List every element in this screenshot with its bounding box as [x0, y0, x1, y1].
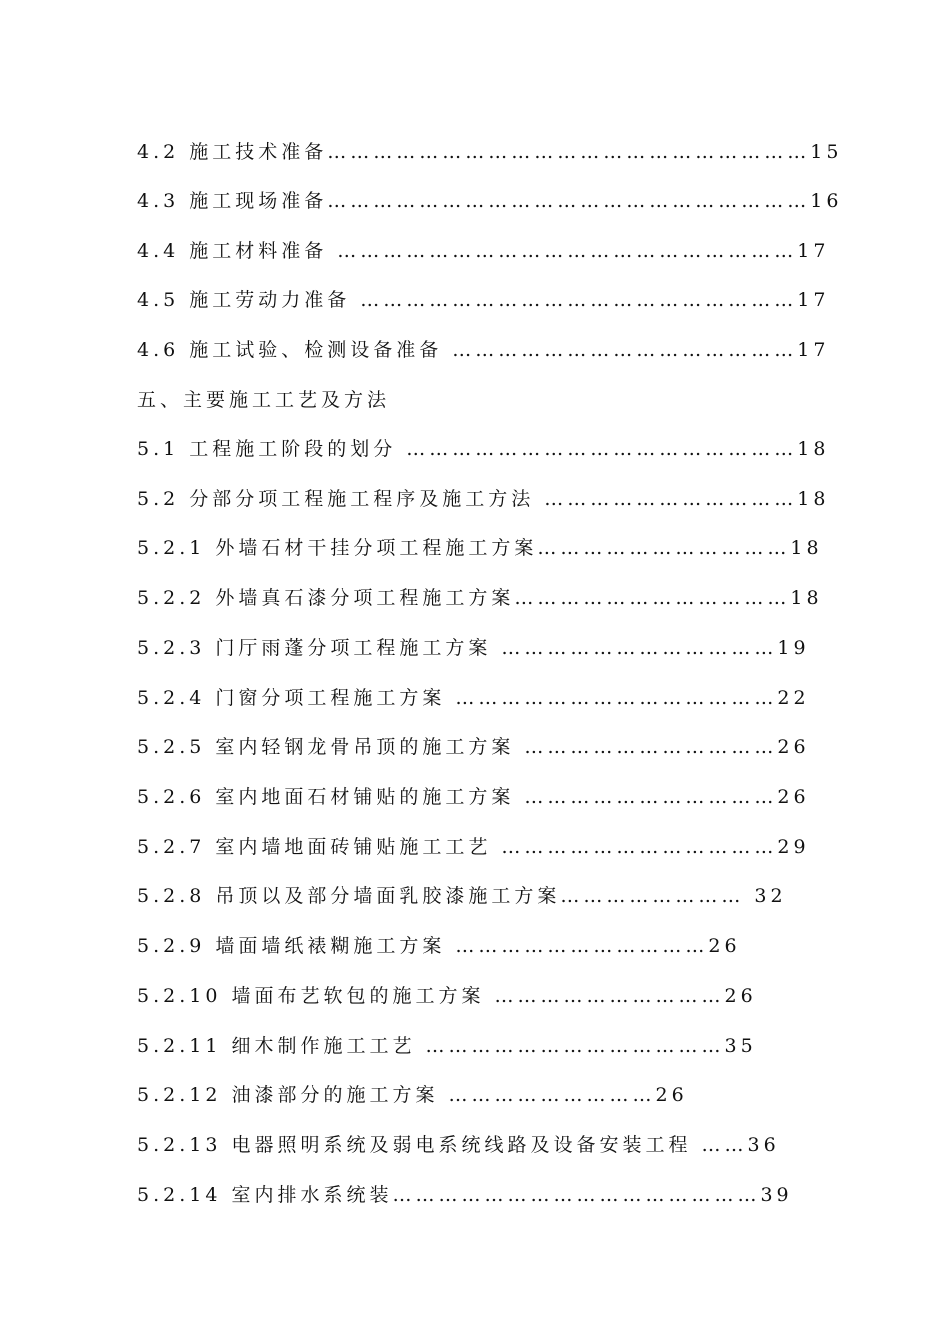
toc-entry-5-2-8[interactable]: 5.2.8 吊顶以及部分墙面乳胶漆施工方案…………………… 32 — [137, 885, 787, 907]
toc-entry-5-2-3[interactable]: 5.2.3 门厅雨蓬分项工程施工方案 ………………………………19 — [137, 637, 810, 659]
toc-entry-5-2-10[interactable]: 5.2.10 墙面布艺软包的施工方案 …………………………26 — [137, 985, 757, 1007]
toc-entry-4-2[interactable]: 4.2 施工技术准备………………………………………………………15 — [137, 141, 843, 163]
toc-entry-5-2-4[interactable]: 5.2.4 门窗分项工程施工方案 ……………………………………22 — [137, 687, 810, 709]
toc-entry-5-2-6[interactable]: 5.2.6 室内地面石材铺贴的施工方案 ……………………………26 — [137, 786, 810, 808]
toc-entry-5-2-1[interactable]: 5.2.1 外墙石材干挂分项工程施工方案……………………………18 — [137, 537, 823, 559]
toc-entry-5-2-2[interactable]: 5.2.2 外墙真石漆分项工程施工方案………………………………18 — [137, 587, 823, 609]
toc-entry-5-2-11[interactable]: 5.2.11 细木制作施工工艺 …………………………………35 — [137, 1035, 757, 1057]
toc-entry-5-2-12[interactable]: 5.2.12 油漆部分的施工方案 ………………………26 — [137, 1084, 688, 1106]
toc-entry-5-2-13[interactable]: 5.2.13 电器照明系统及弱电系统线路及设备安装工程 ……36 — [137, 1134, 780, 1156]
toc-entry-5-2-14[interactable]: 5.2.14 室内排水系统装…………………………………………39 — [137, 1184, 793, 1206]
toc-entry-5-2-9[interactable]: 5.2.9 墙面墙纸裱糊施工方案 ……………………………26 — [137, 935, 741, 957]
toc-entry-4-4[interactable]: 4.4 施工材料准备 ……………………………………………………17 — [137, 240, 830, 262]
toc-entry-4-5[interactable]: 4.5 施工劳动力准备 …………………………………………………17 — [137, 289, 830, 311]
toc-entry-4-6[interactable]: 4.6 施工试验、检测设备准备 ………………………………………17 — [137, 339, 830, 361]
toc-entry-4-3[interactable]: 4.3 施工现场准备………………………………………………………16 — [137, 190, 843, 212]
toc-entry-5-1[interactable]: 5.1 工程施工阶段的划分 ……………………………………………18 — [137, 438, 830, 460]
toc-entry-5-2-5[interactable]: 5.2.5 室内轻钢龙骨吊顶的施工方案 ……………………………26 — [137, 736, 810, 758]
toc-entry-5-2[interactable]: 5.2 分部分项工程施工程序及施工方法 ……………………………18 — [137, 488, 830, 510]
toc-section-heading-5[interactable]: 五、主要施工工艺及方法 — [137, 389, 391, 411]
toc-entry-5-2-7[interactable]: 5.2.7 室内墙地面砖铺贴施工工艺 ………………………………29 — [137, 836, 810, 858]
